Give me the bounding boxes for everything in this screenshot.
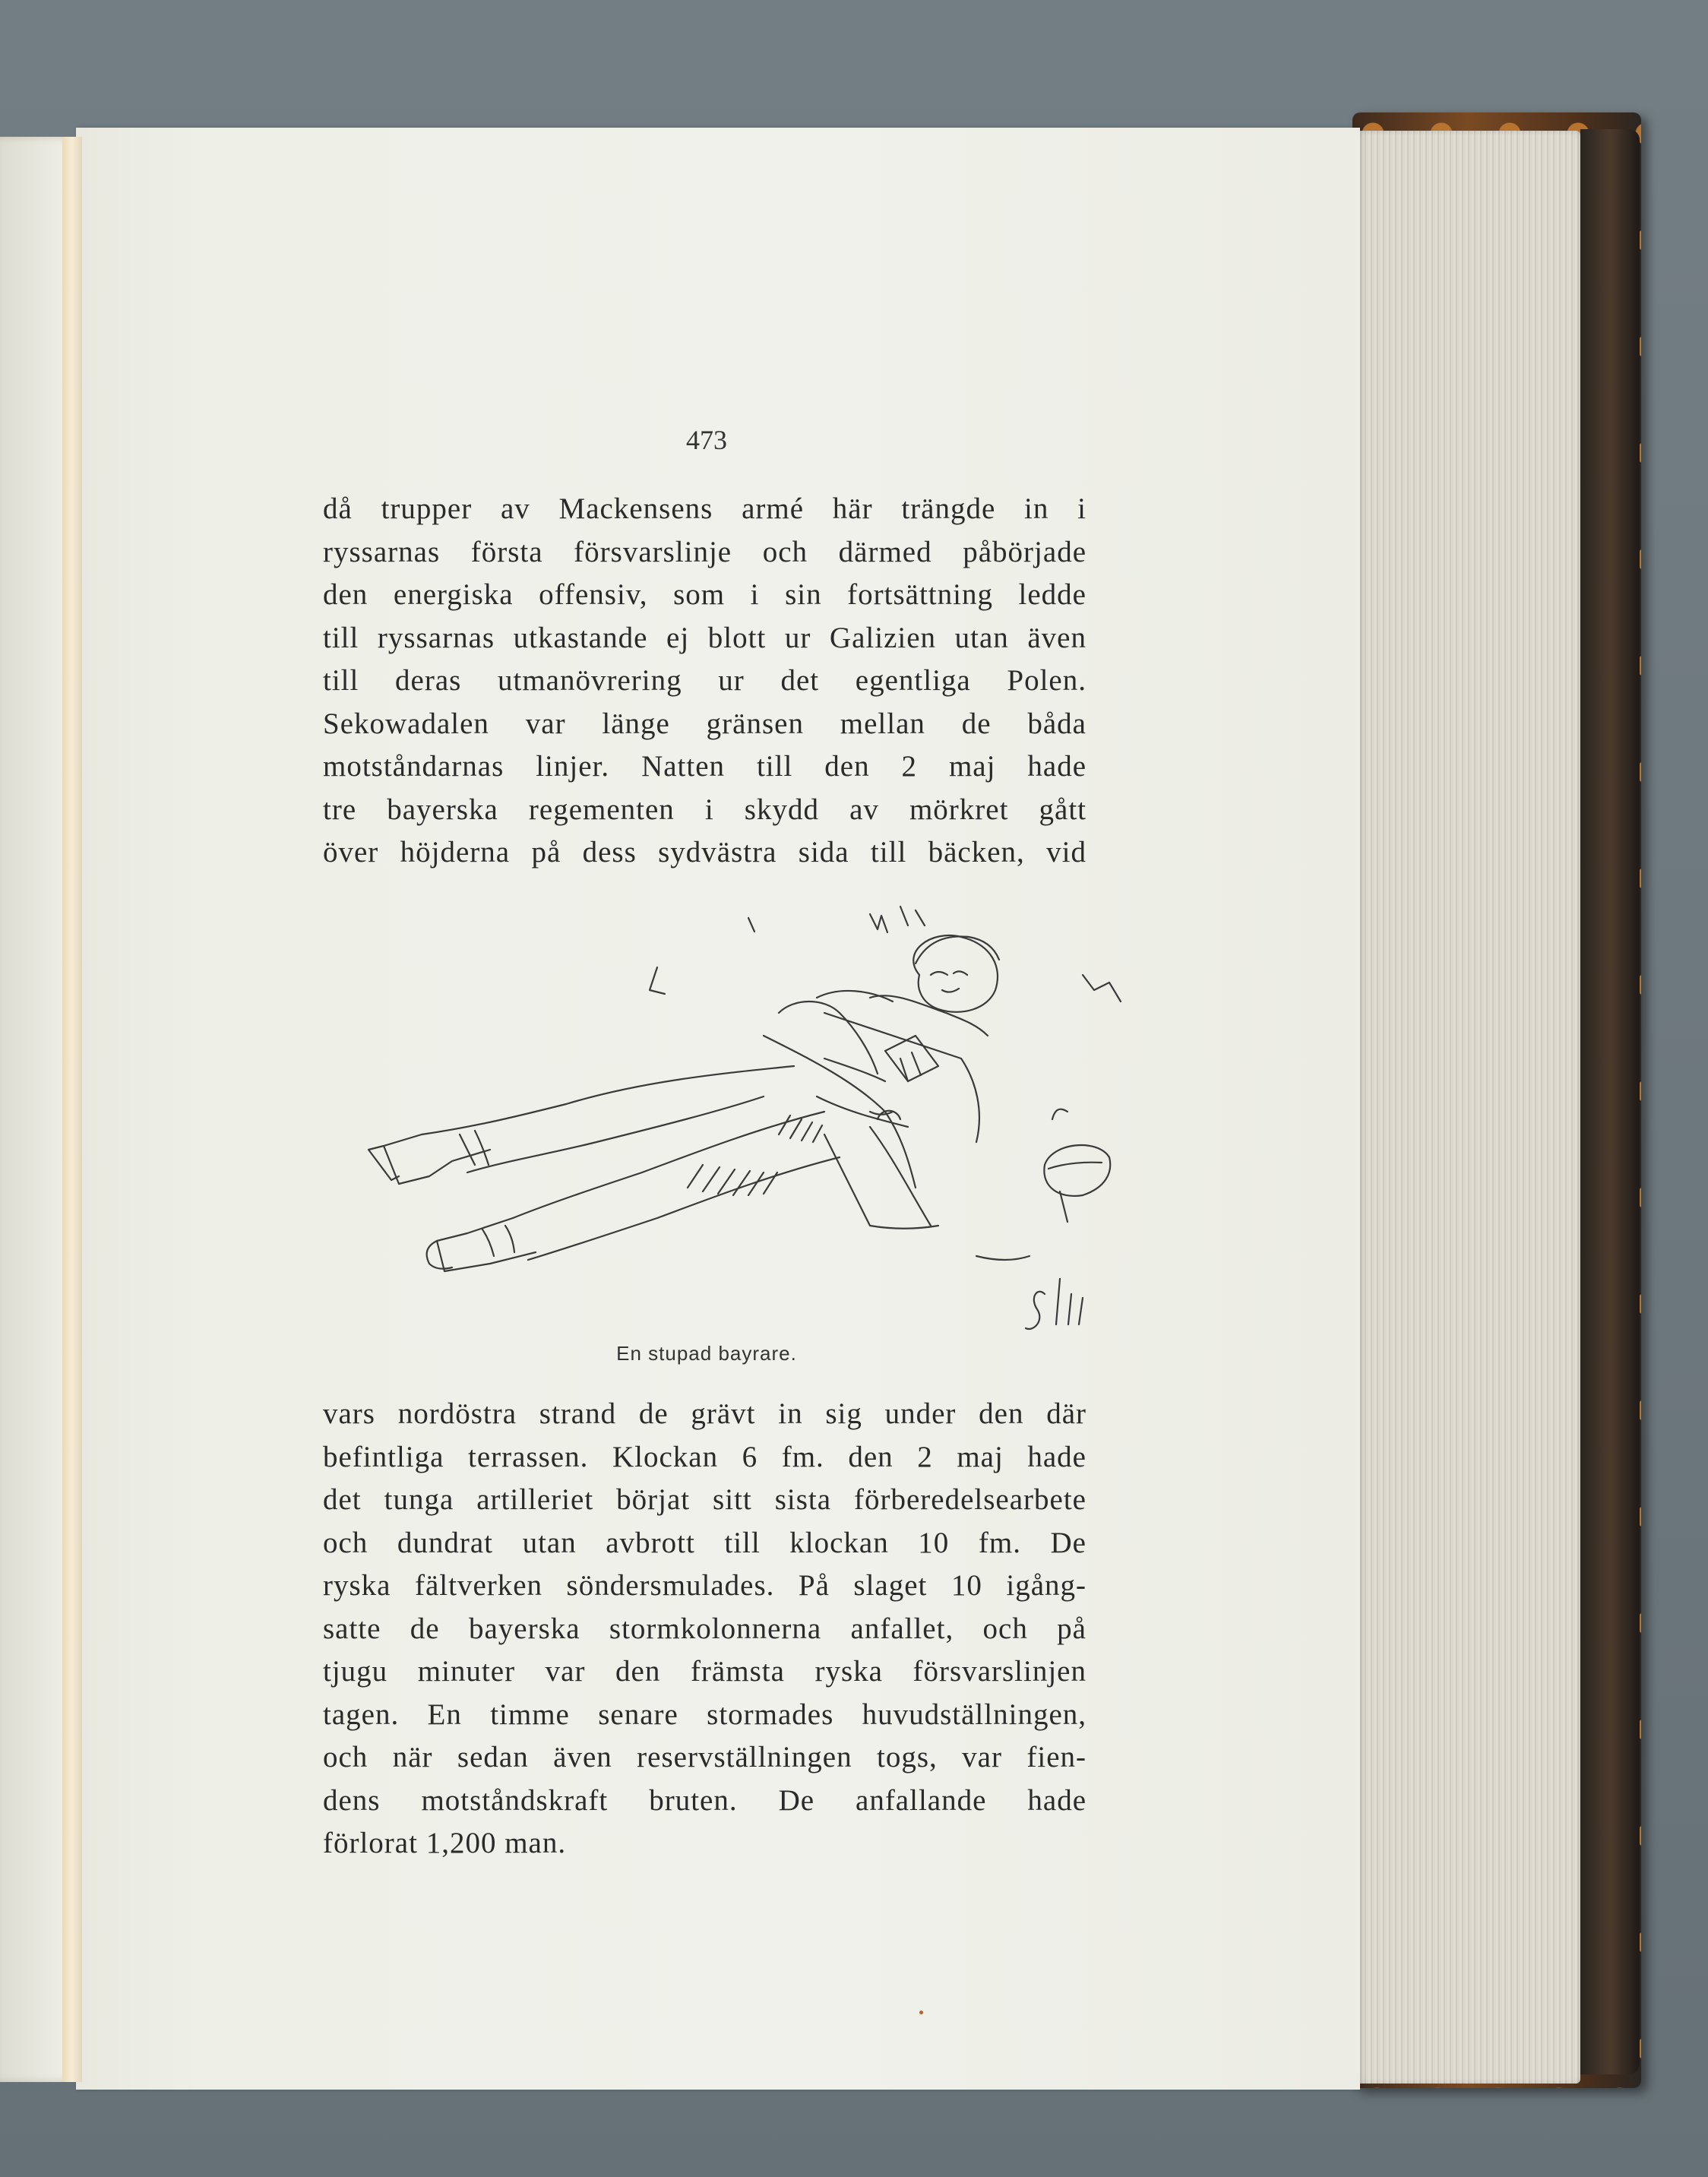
text-line: det tunga artilleriet börjat sitt sista förberedelsearbete — [323, 1483, 1086, 1516]
text-line: tagen. En timme senare stormades huvudställningen, — [323, 1698, 1086, 1731]
book-gutter — [62, 137, 82, 2082]
paper-speck — [919, 2011, 923, 2014]
page-edges — [1356, 131, 1580, 2084]
text-line: Sekowadalen var länge gränsen mellan de båda — [323, 707, 1086, 740]
right-page — [76, 128, 1360, 2090]
text-line: ryska fältverken söndersmulades. På slaget 10 igång- — [323, 1569, 1086, 1602]
text-line: och när sedan även reservställningen togs, var fien- — [323, 1741, 1086, 1774]
text-line: dens motståndskraft bruten. De anfallande hade — [323, 1783, 1086, 1817]
text-line: till ryssarnas utkastande ej blott ur Galizien utan även — [323, 621, 1086, 654]
text-line: över höjderna på dess sydvästra sida till bäcken, vid — [323, 836, 1086, 869]
text-line: befintliga terrassen. Klockan 6 fm. den 2 maj hade — [323, 1440, 1086, 1473]
text-line: den energiska offensiv, som i sin fortsättning ledde — [323, 578, 1086, 611]
page-number: 473 — [686, 425, 727, 455]
text-line: satte de bayerska stormkolonnerna anfallet, och på — [323, 1612, 1086, 1645]
text-line: tre bayerska regementen i skydd av mörkret gått — [323, 793, 1086, 826]
figure-caption: En stupad bayrare. — [616, 1342, 797, 1365]
illustration-fallen-soldier — [293, 884, 1136, 1355]
paragraph-bottom — [323, 1393, 1086, 1865]
text-line: tjugu minuter var den främsta ryska försvarslinjen — [323, 1655, 1086, 1688]
text-line: ryssarnas första försvarslinje och därmed påbörjade — [323, 535, 1086, 568]
text-line: förlorat 1,200 man. — [323, 1827, 567, 1859]
text-line: då trupper av Mackensens armé här trängde in i — [323, 492, 1086, 525]
text-line: vars nordöstra strand de grävt in sig under den där — [323, 1397, 1086, 1430]
paragraph-top — [323, 488, 1086, 875]
text-line: och dundrat utan avbrott till klockan 10 fm. De — [323, 1526, 1086, 1559]
text-line: till deras utmanövrering ur det egentliga Polen. — [323, 664, 1086, 697]
text-line: motståndarnas linjer. Natten till den 2 maj hade — [323, 750, 1086, 783]
book-cover-edge — [1580, 129, 1640, 2074]
